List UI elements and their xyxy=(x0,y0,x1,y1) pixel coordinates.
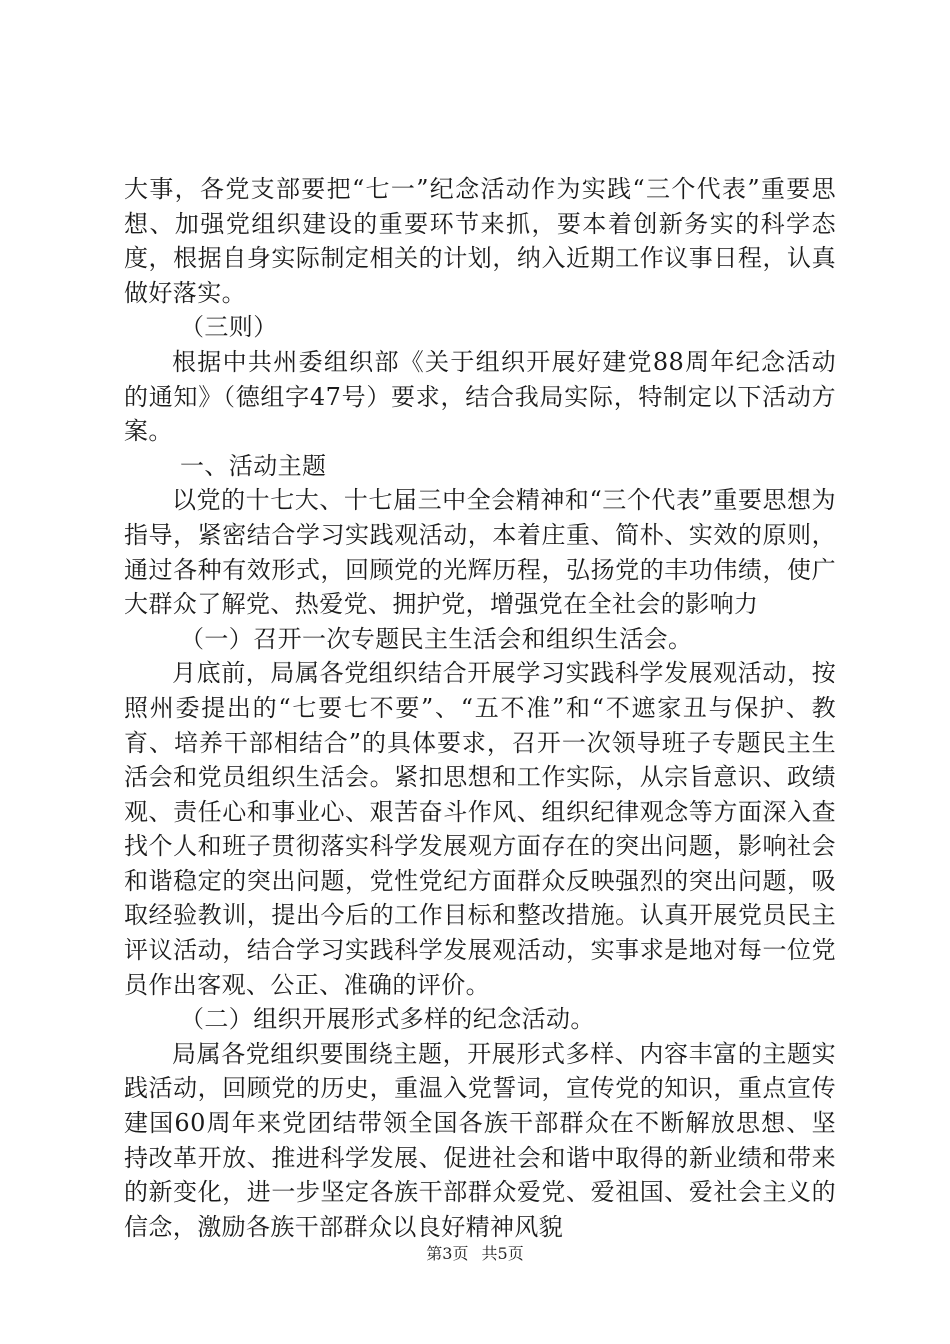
paragraph-continuation: 大事，各党支部要把“七一”纪念活动作为实践“三个代表”重要思想、加强党组织建设的重要环节来抓，要本着创新务实的科学态度，根据自身实际制定相关的计划，纳入近期工作议事日程，认真做好落实。 xyxy=(124,175,836,307)
page-footer xyxy=(0,1244,950,1264)
subheading-commemorative-activities: （二）组织开展形式多样的纪念活动。 xyxy=(180,1005,595,1034)
paragraph-democratic-meeting: 月底前，局属各党组织结合开展学习实践科学发展观活动，按照州委提出的“七要七不要”、“五不准”和“不遮家丑与保护、教育、培养干部相结合”的具体要求，召开一次领导班子专题民主生活会和党员组织生活会。紧扣思想和工作实际，从宗旨意识、政绩观、责任心和事业心、艰苦奋斗作风、组织纪律观念等方面深入查找个人和班子贯彻落实科学发展观方面存在的突出问题，影响社会和谐稳定的突出问题，党性党纪方面群众反映强烈的突出问题，吸取经验教训，提出今后的工作目标和整改措施。认真开展党员民主评议活动，结合学习实践科学发展观活动，实事求是地对每一位党员作出客观、公正、准确的评价。 xyxy=(124,659,836,999)
heading-activity-theme: 一、活动主题 xyxy=(180,451,327,480)
paragraph-theme: 以党的十七大、十七届三中全会精神和“三个代表”重要思想为指导，紧密结合学习实践观活动，本着庄重、简朴、实效的原则，通过各种有效形式，回顾党的光辉历程，弘扬党的丰功伟绩，使广大群众了解党、热爱党、拥护党，增强党在全社会的影响力 xyxy=(124,486,836,619)
section-title-sanze: （三则） xyxy=(180,313,278,342)
document-body xyxy=(124,172,836,1244)
paragraph-commemorative-activities: 局属各党组织要围绕主题，开展形式多样、内容丰富的主题实践活动，回顾党的历史，重温入党誓词，宣传党的知识，重点宣传建国60周年来党团结带领全国各族干部群众在不断解放思想、坚持改革开放、推进科学发展、促进社会和谐中取得的新业绩和带来的新变化，进一步坚定各族干部群众爱党、爱祖国、爱社会主义的信念，激励各族干部群众以良好精神风貌 xyxy=(124,1039,836,1241)
subheading-democratic-meeting: （一）召开一次专题民主生活会和组织生活会。 xyxy=(180,624,693,653)
page-total: 共5页 xyxy=(481,1244,524,1263)
paragraph-intro: 根据中共州委组织部《关于组织开展好建党88周年纪念活动的通知》（德组字47号）要求，结合我局实际，特制定以下活动方案。 xyxy=(124,347,836,446)
page-number: 第3页 xyxy=(426,1244,469,1263)
